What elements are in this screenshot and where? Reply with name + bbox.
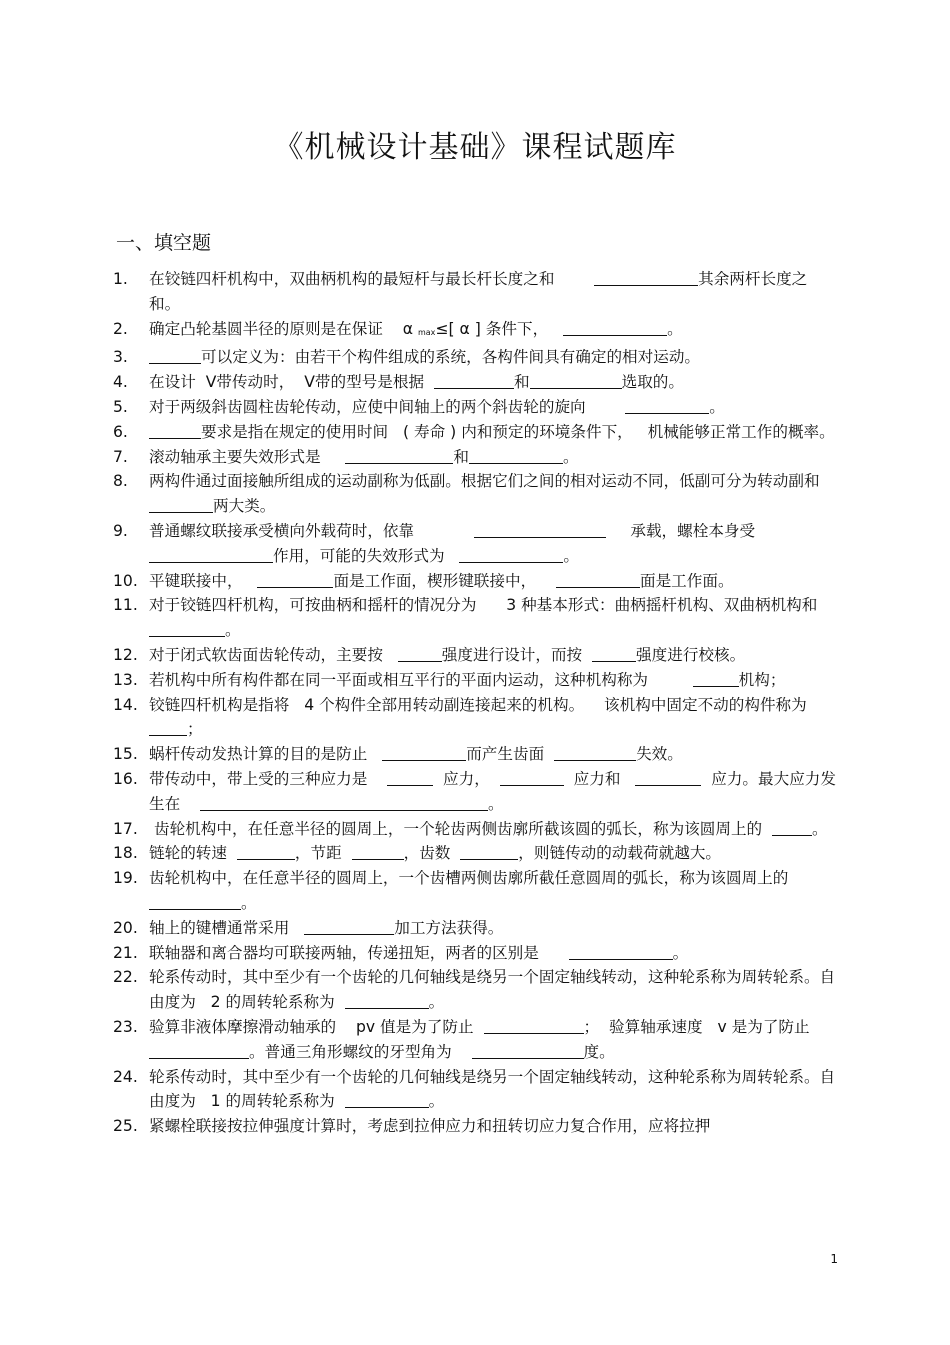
question-item: [113, 395, 837, 420]
question-text: 联轴器和离合器均可联接两轴，传递扭矩，两者的区别是 。: [149, 944, 688, 962]
question-text: 齿轮机构中，在任意半径的圆周上，一个齿槽两侧齿廓所截任意圆周的弧长，称为该圆周上的 。: [149, 869, 799, 912]
question-item: [113, 1065, 837, 1115]
question-item: [113, 767, 837, 817]
answer-blank[interactable]: [149, 345, 201, 364]
answer-blank[interactable]: [387, 767, 433, 786]
answer-blank[interactable]: [149, 420, 201, 439]
question-text: 可以定义为：由若干个构件组成的系统，各构件间具有确定的相对运动。: [149, 348, 700, 366]
question-text: 平键联接中， 面是工作面，楔形键联接中， 面是工作面。: [149, 572, 734, 590]
question-item: [113, 916, 837, 941]
question-item: [113, 519, 837, 569]
question-item: [113, 593, 837, 643]
answer-blank[interactable]: [592, 643, 636, 662]
question-number: 10.: [113, 571, 138, 590]
subscript: max: [417, 327, 436, 337]
section-heading: 一、填空题: [116, 232, 212, 254]
question-number: 14.: [113, 695, 138, 714]
question-text: 对于铰链四杆机构，可按曲柄和摇杆的情况分为 3 种基本形式：曲柄摇杆机构、双曲柄机构和 。: [149, 596, 828, 640]
question-number: 25.: [113, 1117, 138, 1136]
answer-blank[interactable]: [345, 1089, 429, 1108]
question-item: [113, 569, 837, 594]
question-number: 1.: [113, 270, 128, 288]
question-number: 8.: [113, 472, 128, 491]
question-text: 紧螺栓联接按拉伸强度计算时，考虑到拉伸应力和扭转切应力复合作用，应将拉押: [149, 1117, 711, 1136]
question-item: [113, 965, 837, 1015]
question-item: [113, 941, 837, 966]
answer-blank[interactable]: [149, 494, 213, 513]
question-item: [113, 643, 837, 668]
question-text: 轮系传动时，其中至少有一个齿轮的几何轴线是绕另一个固定轴线转动，这种轮系称为周转轮系。自由度为 2 的周转轮系称为 。: [149, 968, 836, 1012]
answer-blank[interactable]: [460, 841, 518, 860]
question-text: 对于闭式软齿面齿轮传动，主要按 强度进行设计，而按 强度进行校核。: [149, 646, 745, 664]
answer-blank[interactable]: [382, 742, 466, 761]
answer-blank[interactable]: [472, 1040, 584, 1059]
question-number: 24.: [113, 1067, 138, 1086]
question-number: 23.: [113, 1017, 138, 1036]
answer-blank[interactable]: [304, 916, 394, 935]
answer-blank[interactable]: [237, 841, 295, 860]
question-number: 5.: [113, 397, 128, 416]
answer-blank[interactable]: [149, 717, 187, 736]
answer-blank[interactable]: [459, 544, 563, 563]
question-text: 铰链四杆机构是指将 4 个构件全部用转动副连接起来的机构。 该机构中固定不动的构件称为 ；: [149, 695, 817, 739]
question-text: 在铰链四杆机构中，双曲柄机构的最短杆与最长杆长度之和 其余两杆长度之和。: [149, 270, 807, 313]
answer-blank[interactable]: [149, 618, 225, 637]
question-item: [113, 469, 837, 519]
question-item: [113, 345, 837, 370]
answer-blank[interactable]: [625, 395, 709, 414]
answer-blank[interactable]: [469, 445, 563, 464]
answer-blank[interactable]: [352, 841, 404, 860]
question-item: [113, 841, 837, 866]
answer-blank[interactable]: [530, 370, 622, 389]
answer-blank[interactable]: [500, 767, 564, 786]
answer-blank[interactable]: [257, 569, 333, 588]
question-number: 3.: [113, 348, 128, 367]
question-text: 链轮的转速 ，节距 ，齿数 ，则链传动的动载荷就越大。: [149, 844, 721, 862]
question-number: 18.: [113, 844, 138, 863]
question-number: 2.: [113, 319, 128, 338]
question-number: 17.: [113, 819, 138, 838]
question-text: 蜗杆传动发热计算的目的是防止 而产生齿面 失效。: [149, 745, 683, 763]
question-number: 21.: [113, 943, 138, 962]
answer-blank[interactable]: [345, 445, 453, 464]
question-text: 对于两级斜齿圆柱齿轮传动，应使中间轴上的两个斜齿轮的旋向 。: [149, 398, 725, 416]
question-text: 若机构中所有构件都在同一平面或相互平行的平面内运动，这种机构称为 机构；: [149, 671, 785, 689]
answer-blank[interactable]: [474, 519, 606, 538]
question-text: 轮系传动时，其中至少有一个齿轮的几何轴线是绕另一个固定轴线转动，这种轮系称为周转轮系。自由度为 1 的周转轮系称为 。: [149, 1067, 836, 1111]
question-text: 确定凸轮基圆半径的原则是在保证 α max≤[ α ] 条件下， 。: [149, 320, 683, 338]
question-item: [113, 317, 837, 346]
question-item: [113, 817, 837, 842]
answer-blank[interactable]: [484, 1015, 584, 1034]
question-number: 4.: [113, 373, 128, 392]
question-item: [113, 693, 837, 743]
question-number: 6.: [113, 422, 128, 441]
question-number: 22.: [113, 968, 138, 987]
question-text: 齿轮机构中，在任意半径的圆周上，一个轮齿两侧齿廓所截该圆的弧长，称为该圆周上的 。: [149, 820, 828, 838]
question-number: 11.: [113, 596, 138, 615]
question-text: 在设计 V带传动时， V带的型号是根据 和 选取的。: [149, 373, 684, 391]
question-number: 9.: [113, 521, 128, 540]
question-number: 12.: [113, 645, 138, 664]
answer-blank[interactable]: [594, 267, 698, 286]
answer-blank[interactable]: [200, 792, 488, 811]
question-text: 要求是指在规定的使用时间 ( 寿命 ) 内和预定的环境条件下， 机械能够正常工作的概率。: [149, 423, 835, 441]
question-number: 13.: [113, 670, 138, 689]
question-item: [113, 1015, 837, 1065]
answer-blank[interactable]: [569, 941, 673, 960]
question-number: 16.: [113, 769, 138, 788]
question-number: 19.: [113, 869, 138, 888]
question-number: 7.: [113, 447, 128, 466]
question-text: 两构件通过面接触所组成的运动副称为低副。根据它们之间的相对运动不同，低副可分为转动副和 两大类。: [149, 472, 830, 516]
answer-blank[interactable]: [434, 370, 514, 389]
question-text: 带传动中，带上受的三种应力是 应力， 应力和 应力。最大应力发生在 。: [149, 770, 836, 813]
answer-blank[interactable]: [563, 317, 667, 336]
answer-blank[interactable]: [693, 668, 739, 687]
answer-blank[interactable]: [345, 990, 429, 1009]
question-text: 验算非液体摩擦滑动轴承的 pv 值是为了防止 ； 验算轴承速度 v 是为了防止 。普通三角形螺纹的牙型角为 度。: [149, 1018, 815, 1061]
question-item: [113, 1114, 837, 1139]
question-item: [113, 445, 837, 470]
question-number: 20.: [113, 918, 138, 937]
answer-blank[interactable]: [398, 643, 442, 662]
answer-blank[interactable]: [554, 742, 636, 761]
question-text: 滚动轴承主要失效形式是 和 。: [149, 448, 579, 466]
question-list: [113, 267, 837, 1139]
question-text: 普通螺纹联接承受横向外载荷时，依靠 承载，螺栓本身受作用，可能的失效形式为 。: [149, 522, 755, 565]
answer-blank[interactable]: [149, 891, 241, 910]
answer-blank[interactable]: [556, 569, 640, 588]
answer-blank[interactable]: [149, 1040, 249, 1059]
question-item: [113, 267, 837, 317]
question-item: [113, 866, 837, 916]
page-number: 1: [830, 1252, 838, 1266]
answer-blank[interactable]: [772, 817, 812, 836]
question-item: [113, 742, 837, 767]
question-number: 15.: [113, 745, 138, 764]
page-title: 《机械设计基础》课程试题库: [273, 130, 677, 165]
question-item: [113, 668, 837, 693]
question-item: [113, 370, 837, 395]
question-text: 轴上的键槽通常采用 加工方法获得。: [149, 919, 503, 937]
answer-blank[interactable]: [635, 767, 701, 786]
answer-blank[interactable]: [149, 544, 273, 563]
question-item: [113, 420, 837, 445]
